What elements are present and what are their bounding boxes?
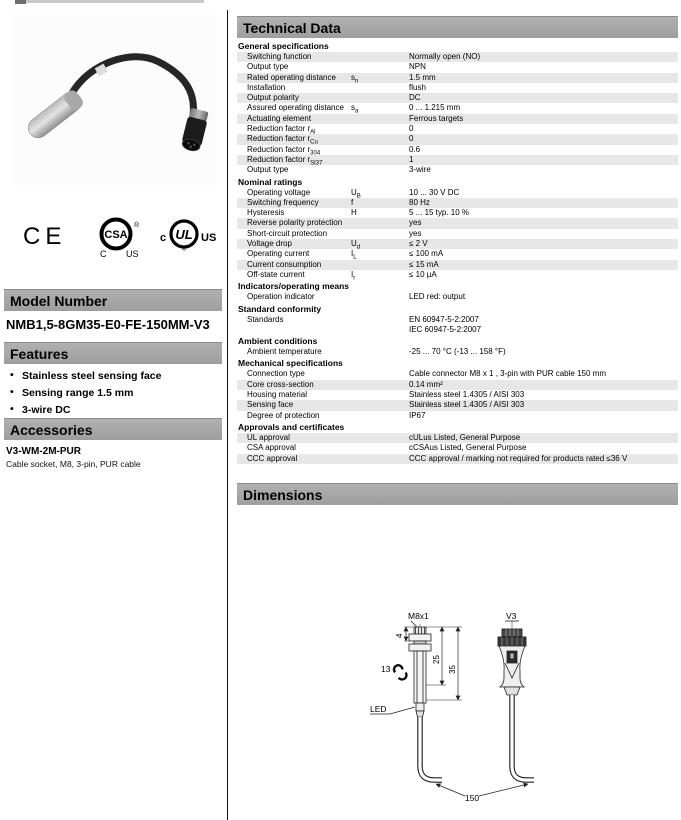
spec-row (237, 260, 678, 270)
spec-row (237, 124, 678, 134)
spec-row (237, 369, 678, 379)
spec-section-header: Ambient conditions (238, 336, 318, 347)
spec-symbol (351, 62, 409, 72)
spec-label: Current consumption (247, 259, 322, 269)
spec-section-header: Nominal ratings (238, 176, 303, 187)
spec-symbol (351, 347, 409, 357)
spec-label: Installation (247, 82, 286, 92)
spec-row (237, 134, 678, 144)
spec-symbol: $s_n$ (351, 72, 359, 85)
spec-label: Operating current (247, 249, 310, 259)
spec-label: CSA approval (247, 443, 296, 453)
tech-table (237, 40, 678, 464)
spec-symbol (351, 145, 409, 155)
spec-label: Reverse polarity protection (247, 218, 343, 228)
csa-mark-icon (94, 215, 146, 263)
model-number-header: Model Number (4, 289, 222, 311)
spec-row (237, 218, 678, 228)
spec-row (237, 103, 678, 116)
spec-symbol (351, 454, 409, 464)
spec-symbol (351, 124, 409, 134)
spec-symbol: $I_L$ (351, 249, 357, 261)
features-header: Features (4, 342, 222, 364)
spec-section-header: Approvals and certificates (238, 421, 345, 432)
page-edge-strip-dark (15, 0, 26, 4)
dimension-drawing (338, 608, 598, 813)
spec-symbol (351, 380, 409, 390)
spec-label: Switching frequency (247, 197, 319, 207)
spec-symbol (351, 83, 409, 93)
spec-symbol (351, 134, 409, 144)
spec-value: 80 Hz (409, 197, 430, 207)
spec-symbol (351, 218, 409, 228)
spec-value: DC (409, 93, 421, 103)
certification-logos (20, 215, 220, 265)
spec-row (237, 52, 678, 62)
ce-mark-icon: CE (23, 223, 67, 250)
spec-value: 3-wire (409, 165, 431, 175)
spec-label: Degree of protection (247, 410, 320, 420)
spec-symbol (351, 369, 409, 379)
svg-text:C: C (100, 249, 107, 259)
spec-value: Ferrous targets (409, 113, 464, 123)
spec-value: 0 ... 1.215 mm (409, 103, 461, 113)
spec-value: EN 60947-5-2:2007 IEC 60947-5-2:2007 (409, 314, 482, 334)
spec-symbol (351, 93, 409, 103)
spec-section-header: Indicators/operating means (238, 281, 349, 292)
spec-value: ≤ 15 mA (409, 259, 439, 269)
spec-symbol (351, 52, 409, 62)
spec-row (237, 390, 678, 400)
wrench-icon (392, 664, 409, 680)
spec-label: Voltage drop (247, 239, 292, 249)
dim-4-label: 4 (395, 633, 404, 638)
column-divider (227, 10, 228, 820)
spec-row (237, 347, 678, 357)
spec-row (237, 411, 678, 421)
feature-item: • Sensing range 1.5 mm (8, 387, 222, 399)
svg-text:CSA: CSA (104, 229, 128, 241)
thread-label: M8x1 (408, 611, 429, 621)
spec-value: -25 ... 70 °C (-13 ... 158 °F) (409, 347, 506, 357)
spec-label: Switching function (247, 52, 312, 61)
spec-label: Reduction factor $r_{304}$ (247, 144, 321, 157)
ul-mark-icon (158, 219, 222, 255)
spec-row (237, 83, 678, 93)
page-edge-strip-light (26, 0, 204, 3)
spec-symbol: f (351, 197, 354, 207)
spec-label: Hysteresis (247, 208, 285, 218)
spec-value: cULus Listed, General Purpose (409, 432, 521, 442)
spec-label: Reduction factor $r_{Cu}$ (247, 134, 318, 146)
spec-value: yes (409, 228, 422, 238)
spec-section-header: Mechanical specifications (238, 358, 343, 369)
spec-row (237, 188, 678, 198)
spec-symbol: $I_r$ (351, 269, 356, 282)
spec-symbol (351, 315, 409, 336)
model-number-value: NMB1,5-8GM35-E0-FE-150MM-V3 (6, 317, 210, 332)
wrench-size-label: 13 (381, 664, 391, 674)
spec-row (237, 114, 678, 124)
connector-label: V3 (506, 611, 517, 621)
spec-row (237, 292, 678, 302)
svg-text:US: US (126, 249, 139, 259)
spec-label: UL approval (247, 432, 290, 442)
spec-label: Housing material (247, 390, 308, 400)
features-list (8, 370, 222, 421)
spec-row (237, 73, 678, 83)
feature-item: • 3-wire DC (8, 404, 222, 416)
spec-label: Reduction factor $r_{St37}$ (247, 154, 323, 167)
spec-row (237, 229, 678, 239)
spec-row (237, 380, 678, 390)
spec-row (237, 208, 678, 218)
spec-row (237, 93, 678, 103)
dimensions-header: Dimensions (237, 483, 678, 505)
spec-label: Output type (247, 165, 289, 175)
accessory-description: Cable socket, M8, 3-pin, PUR cable (6, 459, 141, 469)
spec-value: IP67 (409, 410, 426, 420)
spec-value: 1.5 mm (409, 72, 436, 82)
product-photo-image (12, 12, 217, 187)
dim-25-label: 25 (432, 655, 441, 664)
accessory-name: V3-WM-2M-PUR (6, 446, 81, 457)
spec-label: Assured operating distance (247, 103, 344, 113)
spec-symbol (351, 165, 409, 175)
spec-symbol: $s_a$ (351, 103, 359, 116)
spec-value: 10 ... 30 V DC (409, 187, 460, 197)
spec-label: Output type (247, 62, 289, 72)
spec-row (237, 165, 678, 175)
spec-row (237, 239, 678, 249)
spec-label: Connection type (247, 369, 305, 379)
svg-text:c: c (160, 232, 167, 244)
spec-symbol (351, 433, 409, 443)
spec-row (237, 62, 678, 72)
spec-label: Actuating element (247, 113, 312, 123)
spec-symbol: $U_d$ (351, 239, 361, 251)
spec-symbol: $U_B$ (351, 187, 361, 200)
spec-value: LED red: output (409, 292, 466, 302)
spec-label: Ambient temperature (247, 347, 322, 357)
spec-row (237, 270, 678, 280)
spec-label: Core cross-section (247, 379, 314, 389)
spec-row (237, 249, 678, 259)
spec-row (237, 155, 678, 165)
spec-value: cCSAus Listed, General Purpose (409, 443, 527, 453)
spec-row (237, 145, 678, 155)
spec-value: Stainless steel 1.4305 / AISI 303 (409, 400, 525, 410)
spec-label: Sensing face (247, 400, 294, 410)
svg-text:US: US (201, 232, 217, 244)
spec-value: 0.14 mm² (409, 379, 443, 389)
spec-value: flush (409, 82, 426, 92)
spec-label: Off-state current (247, 269, 305, 279)
spec-value: ≤ 2 V (409, 239, 428, 249)
spec-label: Operating voltage (247, 187, 311, 197)
spec-value: CCC approval / marking not required for products rated ≤36 V (409, 453, 628, 463)
spec-value: 0 (409, 124, 414, 134)
spec-label: CCC approval (247, 453, 298, 463)
spec-label: Reduction factor $r_{Al}$ (247, 124, 316, 136)
spec-symbol (351, 443, 409, 453)
spec-row (237, 454, 678, 464)
spec-value: 0 (409, 134, 414, 144)
spec-label: Output polarity (247, 93, 300, 103)
spec-section-header: Standard conformity (238, 303, 322, 314)
svg-text:®: ® (182, 247, 187, 253)
cable-length-label: 150 (464, 793, 480, 803)
spec-row (237, 433, 678, 443)
spec-value: 1 (409, 154, 414, 164)
dim-35-label: 35 (448, 665, 457, 674)
spec-symbol (351, 155, 409, 165)
spec-row (237, 443, 678, 453)
led-label: LED (370, 704, 387, 714)
spec-value: Normally open (NO) (409, 52, 481, 61)
spec-row (237, 198, 678, 208)
spec-label: Operation indicator (247, 292, 315, 302)
spec-symbol (351, 260, 409, 270)
spec-symbol (351, 400, 409, 410)
spec-label: Short-circuit protection (247, 228, 328, 238)
spec-label: Rated operating distance (247, 72, 336, 82)
spec-value: yes (409, 218, 422, 228)
svg-text:UL: UL (175, 227, 193, 242)
spec-value: Stainless steel 1.4305 / AISI 303 (409, 390, 525, 400)
technical-data-header: Technical Data (237, 16, 678, 38)
spec-symbol (351, 390, 409, 400)
spec-symbol: H (351, 208, 357, 218)
spec-symbol (351, 114, 409, 124)
spec-value: ≤ 10 µA (409, 269, 437, 279)
spec-value: 0.6 (409, 144, 421, 154)
spec-value: NPN (409, 62, 426, 72)
spec-symbol (351, 229, 409, 239)
feature-item: • Stainless steel sensing face (8, 370, 222, 382)
spec-value: Cable connector M8 x 1 , 3-pin with PUR cable 150 mm (409, 369, 606, 379)
spec-section-header: General specifications (238, 41, 329, 51)
spec-row (237, 315, 678, 336)
spec-value: ≤ 100 mA (409, 249, 444, 259)
svg-text:®: ® (134, 222, 140, 229)
accessories-header: Accessories (4, 418, 222, 440)
spec-symbol (351, 292, 409, 302)
spec-value: 5 ... 15 typ. 10 % (409, 208, 470, 218)
spec-label: Standards (247, 314, 284, 324)
spec-symbol (351, 411, 409, 421)
spec-row (237, 400, 678, 410)
